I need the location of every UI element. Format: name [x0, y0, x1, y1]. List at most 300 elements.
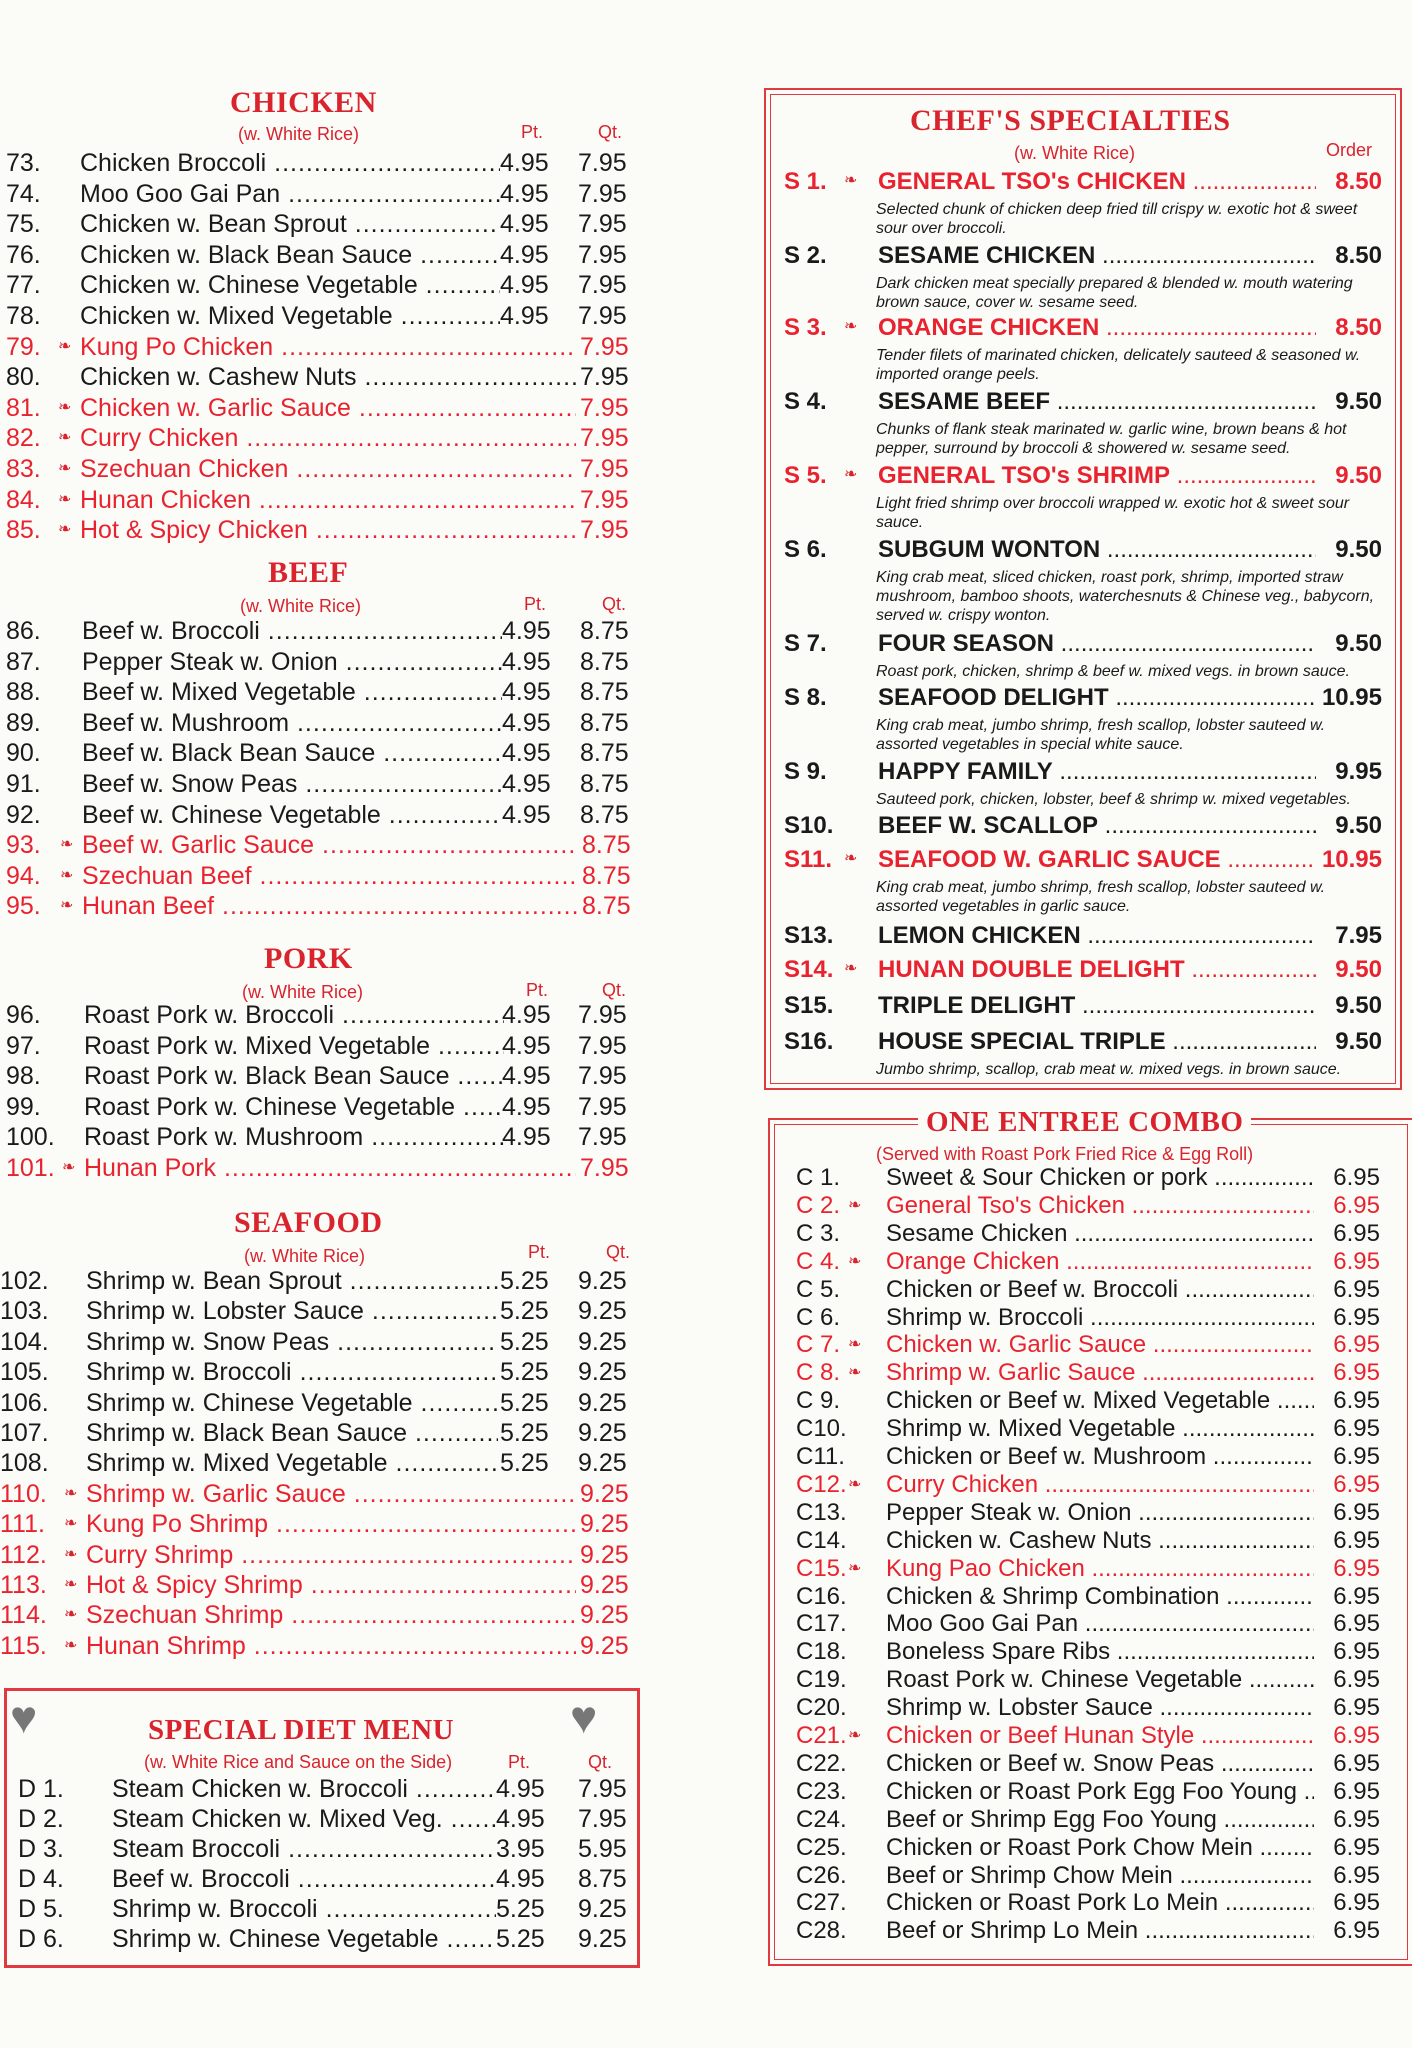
menu-item-row[interactable] [6, 861, 646, 891]
item-name: Hunan Chicken ..... [80, 485, 576, 515]
chili-pepper-icon: ❧ [58, 460, 72, 477]
item-number: 88. [6, 678, 41, 707]
menu-item-row[interactable] [6, 301, 646, 331]
item-number: 97. [6, 1031, 41, 1060]
combo-number: C 4. [796, 1247, 841, 1275]
combo-price: 6.95 [1333, 1219, 1380, 1247]
pint-price: 4.95 [500, 271, 549, 300]
menu-item-row[interactable] [0, 1631, 640, 1661]
quart-price: 8.75 [582, 892, 631, 921]
item-number: 104. [0, 1327, 49, 1356]
item-name: Shrimp w. Black Bean Sauce ..... [86, 1418, 498, 1448]
combo-number: C17. [796, 1610, 847, 1638]
specialty-name[interactable]: HAPPY FAMILY ..... [878, 758, 1316, 786]
combo-name: Shrimp w. Garlic Sauce ..... [886, 1359, 1314, 1387]
combo-item-row[interactable] [796, 1862, 1386, 1890]
quart-price: 7.95 [580, 332, 629, 361]
item-name: Moo Goo Gai Pan ..... [80, 179, 500, 209]
pint-price: 5.25 [500, 1358, 549, 1387]
pint-price: 5.25 [496, 1925, 545, 1953]
pint-price: 4.95 [502, 1031, 551, 1060]
item-number: 96. [6, 1001, 41, 1029]
combo-price: 6.95 [1333, 1164, 1380, 1191]
pint-price: 5.25 [500, 1297, 549, 1326]
quart-price: 7.95 [578, 271, 627, 300]
combo-number: C11. [796, 1443, 845, 1470]
combo-number: C27. [796, 1889, 847, 1917]
item-number: 85. [6, 516, 41, 545]
item-name: Szechuan Beef ..... [82, 861, 578, 891]
specialty-name[interactable]: SEAFOOD DELIGHT ..... [878, 684, 1316, 712]
heart-emblem-icon: ♥ [570, 1691, 598, 1743]
quart-price: 9.25 [580, 1571, 629, 1599]
pint-price: 4.95 [502, 739, 551, 768]
item-name: Beef w. Broccoli ..... [82, 616, 502, 646]
combo-item-row[interactable] [796, 1276, 1386, 1304]
specialty-number: S15. [784, 992, 834, 1019]
combo-item-row[interactable] [796, 1750, 1386, 1778]
item-number: 87. [6, 647, 41, 676]
specialty-price: 9.50 [1335, 812, 1382, 839]
specialty-name[interactable]: HOUSE SPECIAL TRIPLE ..... [878, 1028, 1316, 1056]
specialty-name[interactable]: SEAFOOD W. GARLIC SAUCE ..... [878, 846, 1316, 874]
item-name: Pepper Steak w. Onion ..... [82, 647, 502, 677]
chili-pepper-icon: ❧ [64, 1606, 78, 1624]
combo-item-row[interactable] [796, 1834, 1386, 1862]
combo-item-row[interactable] [796, 1192, 1386, 1220]
pint-price: 4.95 [502, 708, 551, 737]
combo-name: Sesame Chicken ..... [886, 1220, 1314, 1248]
combo-item-row[interactable] [796, 1889, 1386, 1917]
item-name: Roast Pork w. Chinese Vegetable ..... [84, 1092, 504, 1122]
menu-item-row[interactable] [0, 1448, 640, 1478]
chili-pepper-icon: ❧ [64, 1484, 78, 1502]
menu-item-row[interactable] [18, 1834, 658, 1864]
chili-pepper-icon: ❧ [844, 172, 858, 189]
quart-price: 8.75 [580, 617, 629, 645]
item-number: 91. [6, 770, 41, 798]
item-number: 110. [0, 1479, 47, 1508]
specialty-name[interactable]: SUBGUM WONTON ..... [878, 536, 1316, 564]
combo-price: 6.95 [1333, 1526, 1380, 1554]
combo-item-row[interactable] [796, 1583, 1386, 1611]
specialty-number: S 7. [784, 630, 827, 657]
item-number: 114. [0, 1601, 47, 1630]
specialty-name[interactable]: LEMON CHICKEN ..... [878, 922, 1316, 950]
combo-price: 6.95 [1333, 1833, 1380, 1861]
menu-item-row[interactable] [6, 1031, 646, 1061]
pint-price: 4.95 [500, 149, 549, 177]
combo-item-row[interactable] [796, 1387, 1386, 1415]
special-diet-title: SPECIAL DIET MENU [148, 1714, 455, 1746]
pint-price: 5.25 [500, 1388, 549, 1417]
chili-pepper-icon: ❧ [64, 1545, 78, 1563]
combo-number: C16. [796, 1582, 847, 1610]
combo-price: 6.95 [1333, 1722, 1380, 1749]
pint-price: 4.95 [496, 1805, 545, 1833]
menu-item-row[interactable] [18, 1864, 658, 1894]
combo-item-row[interactable] [796, 1304, 1386, 1332]
menu-item-row[interactable] [6, 423, 646, 453]
combo-number: C23. [796, 1777, 847, 1805]
item-name: Shrimp w. Snow Peas ..... [86, 1327, 498, 1357]
beef-qt-label: Qt. [602, 594, 627, 614]
quart-price: 7.95 [578, 149, 627, 177]
quart-price: 9.25 [578, 1895, 627, 1923]
menu-item-row[interactable] [18, 1804, 658, 1834]
specialty-description: Tender filets of marinated chicken, delicately sauteed & seasoned w. imported orange peels. [876, 347, 1361, 383]
menu-item-row[interactable] [6, 738, 646, 768]
item-number: 83. [6, 455, 41, 483]
item-number: 77. [6, 271, 41, 300]
item-number: 112. [0, 1540, 47, 1569]
item-name: Chicken Broccoli ..... [80, 148, 500, 178]
quart-price: 8.75 [582, 831, 631, 860]
combo-name: Sweet & Sour Chicken or pork ..... [886, 1164, 1314, 1192]
item-name: Roast Pork w. Mushroom ..... [84, 1122, 504, 1152]
chili-pepper-icon: ❧ [60, 866, 74, 884]
quart-price: 9.25 [578, 1267, 627, 1295]
item-name: Curry Shrimp ..... [86, 1540, 576, 1570]
quart-price: 9.25 [580, 1510, 629, 1539]
quart-price: 9.25 [578, 1419, 627, 1447]
menu-item-row[interactable] [6, 1153, 646, 1183]
combo-number: C20. [796, 1694, 847, 1722]
menu-item-row[interactable] [0, 1600, 640, 1630]
combo-name: Shrimp w. Broccoli ..... [886, 1304, 1314, 1332]
quart-price: 7.95 [578, 1092, 627, 1121]
quart-price: 9.25 [580, 1601, 629, 1630]
item-number: 100. [6, 1123, 55, 1152]
combo-price: 6.95 [1333, 1443, 1380, 1470]
specialty-name[interactable]: GENERAL TSO's CHICKEN ..... [878, 168, 1316, 196]
item-number: 92. [6, 800, 41, 829]
item-name: Shrimp w. Lobster Sauce ..... [86, 1296, 498, 1326]
quart-price: 8.75 [580, 800, 629, 829]
item-number: 73. [6, 149, 41, 177]
combo-name: Curry Chicken ..... [886, 1471, 1314, 1499]
combo-price: 6.95 [1333, 1777, 1380, 1805]
item-number: 113. [0, 1571, 47, 1599]
combo-item-row[interactable] [796, 1666, 1386, 1694]
menu-item-row[interactable] [6, 332, 646, 362]
quart-price: 8.75 [580, 739, 629, 768]
pint-price: 4.95 [500, 179, 549, 208]
menu-item-row[interactable] [6, 1061, 646, 1091]
item-name: Kung Po Shrimp ..... [86, 1509, 576, 1539]
item-number: 89. [6, 708, 41, 737]
quart-price: 9.25 [580, 1540, 629, 1569]
combo-item-row[interactable] [796, 1471, 1386, 1499]
item-name: Steam Broccoli ..... [112, 1834, 496, 1864]
combo-name: Chicken or Beef w. Broccoli ..... [886, 1276, 1314, 1304]
quart-price: 7.95 [580, 424, 629, 453]
item-number: 84. [6, 485, 41, 514]
combo-number: C 5. [796, 1275, 841, 1303]
menu-item-row[interactable] [18, 1924, 658, 1954]
specialty-name[interactable]: HUNAN DOUBLE DELIGHT ..... [878, 956, 1316, 984]
combo-item-row[interactable] [796, 1331, 1386, 1359]
combo-item-row[interactable] [796, 1694, 1386, 1722]
pint-price: 4.95 [502, 1001, 551, 1029]
specialty-number: S 2. [784, 242, 827, 269]
menu-item-row[interactable] [6, 677, 646, 707]
combo-price: 6.95 [1333, 1666, 1380, 1694]
quart-price: 7.95 [578, 179, 627, 208]
pork-section-title: PORK [264, 942, 353, 975]
menu-item-row[interactable] [6, 148, 646, 178]
specialty-name[interactable]: SESAME CHICKEN ..... [878, 242, 1316, 270]
specialty-name[interactable]: SESAME BEEF ..... [878, 388, 1316, 416]
menu-item-row[interactable] [0, 1327, 640, 1357]
combo-name: Shrimp w. Mixed Vegetable ..... [886, 1415, 1314, 1443]
specialty-number: S 5. [784, 462, 827, 489]
menu-item-row[interactable] [6, 1122, 646, 1152]
menu-item-row[interactable] [6, 769, 646, 799]
pint-price: 4.95 [502, 1092, 551, 1121]
combo-price: 6.95 [1333, 1805, 1380, 1833]
specialty-description: King crab meat, sliced chicken, roast pork, shrimp, imported straw mushroom, bamboo shoots, waterchesnuts & Chinese veg., babycorn, served w. crispy wonton. [876, 569, 1375, 624]
item-name: Chicken w. Bean Sprout ..... [80, 209, 500, 239]
item-number: D 3. [18, 1835, 64, 1863]
combo-item-row[interactable] [796, 1638, 1386, 1666]
item-name: Shrimp w. Mixed Vegetable ..... [86, 1448, 498, 1478]
combo-name: Beef or Shrimp Chow Mein ..... [886, 1862, 1314, 1890]
item-name: Beef w. Mixed Vegetable ..... [82, 677, 502, 707]
combo-name: Orange Chicken ..... [886, 1248, 1314, 1276]
menu-item-row[interactable] [6, 240, 646, 270]
menu-item-row[interactable] [0, 1357, 640, 1387]
quart-price: 9.25 [578, 1388, 627, 1417]
specialty-number: S 3. [784, 314, 827, 341]
chefs-subtitle: (w. White Rice) [1014, 143, 1136, 163]
menu-item-row[interactable] [6, 362, 646, 392]
seafood-subtitle: (w. White Rice) [244, 1246, 366, 1266]
quart-price: 9.25 [578, 1297, 627, 1326]
pint-price: 4.95 [500, 240, 549, 269]
item-number: 115. [0, 1631, 47, 1660]
pork-qt-label: Qt. [602, 980, 627, 1000]
combo-name: Chicken or Roast Pork Lo Mein ..... [886, 1889, 1314, 1917]
combo-number: C15. [796, 1554, 847, 1582]
combo-price: 6.95 [1333, 1638, 1380, 1666]
menu-item-row[interactable] [0, 1388, 640, 1418]
menu-item-row[interactable] [6, 708, 646, 738]
diet-pt-label: Pt. [508, 1752, 531, 1772]
item-name: Beef w. Snow Peas ..... [82, 769, 502, 799]
quart-price: 8.75 [580, 647, 629, 676]
item-number: 94. [6, 861, 41, 890]
menu-item-row[interactable] [6, 515, 646, 545]
quart-price: 7.95 [580, 363, 629, 392]
specialty-description: King crab meat, jumbo shrimp, fresh scallop, lobster sauteed w. assorted vegetables in garlic sauce. [876, 879, 1326, 915]
combo-item-row[interactable] [796, 1555, 1386, 1583]
combo-price: 6.95 [1333, 1917, 1380, 1945]
quart-price: 9.25 [578, 1449, 627, 1478]
combo-number: C14. [796, 1526, 847, 1554]
menu-item-row[interactable] [0, 1479, 640, 1509]
item-name: Curry Chicken ..... [80, 423, 576, 453]
combo-item-row[interactable] [796, 1220, 1386, 1248]
menu-item-row[interactable] [6, 1092, 646, 1122]
quart-price: 7.95 [578, 1123, 627, 1152]
combo-number: C 1. [796, 1164, 841, 1191]
specialty-price: 7.95 [1335, 922, 1382, 949]
combo-name: Beef or Shrimp Lo Mein ..... [886, 1917, 1314, 1945]
item-name: Kung Po Chicken ..... [80, 332, 576, 362]
combo-item-row[interactable] [796, 1722, 1386, 1750]
quart-price: 8.75 [578, 1865, 627, 1893]
specialty-name[interactable]: GENERAL TSO's SHRIMP ..... [878, 462, 1316, 490]
pork-subtitle: (w. White Rice) [242, 982, 364, 1002]
item-name: Beef w. Garlic Sauce ..... [82, 830, 578, 860]
menu-item-row[interactable] [6, 485, 646, 515]
quart-price: 7.95 [580, 485, 629, 514]
pint-price: 4.95 [496, 1775, 545, 1803]
specialty-number: S16. [784, 1028, 834, 1055]
combo-price: 6.95 [1333, 1303, 1380, 1331]
combo-price: 6.95 [1333, 1554, 1380, 1582]
item-name: Roast Pork w. Broccoli ..... [84, 1000, 504, 1030]
menu-item-row[interactable] [18, 1894, 658, 1924]
item-name: Chicken w. Chinese Vegetable ..... [80, 270, 500, 300]
menu-item-row[interactable] [0, 1509, 640, 1539]
specialty-description: Sauteed pork, chicken, lobster, beef & shrimp w. mixed vegetables. [876, 791, 1351, 808]
item-name: Hot & Spicy Chicken ..... [80, 515, 576, 545]
combo-number: C 6. [796, 1303, 841, 1331]
combo-subtitle: (Served with Roast Pork Fried Rice & Egg Roll) [876, 1144, 1254, 1164]
item-number: 79. [6, 332, 41, 361]
specialty-name[interactable]: BEEF W. SCALLOP ..... [878, 812, 1316, 840]
specialty-description: Jumbo shrimp, scallop, crab meat w. mixed vegs. in brown sauce. [876, 1061, 1342, 1078]
combo-number: C 8. [796, 1359, 841, 1387]
combo-item-row[interactable] [796, 1778, 1386, 1806]
quart-price: 7.95 [578, 1775, 627, 1803]
item-number: 80. [6, 363, 41, 392]
item-name: Steam Chicken w. Mixed Veg. ..... [112, 1804, 496, 1834]
combo-item-row[interactable] [796, 1415, 1386, 1443]
pint-price: 4.95 [502, 647, 551, 676]
item-number: 95. [6, 892, 41, 921]
item-name: Chicken w. Mixed Vegetable ..... [80, 301, 500, 331]
combo-item-row[interactable] [796, 1443, 1386, 1471]
menu-item-row[interactable] [6, 179, 646, 209]
menu-item-row[interactable] [0, 1570, 640, 1600]
menu-item-row[interactable] [6, 616, 646, 646]
combo-name: Chicken & Shrimp Combination ..... [886, 1583, 1314, 1611]
item-number: 107. [0, 1419, 49, 1447]
menu-item-row[interactable] [6, 647, 646, 677]
menu-item-row[interactable] [6, 1000, 646, 1030]
menu-item-row[interactable] [18, 1774, 658, 1804]
pint-price: 4.95 [502, 617, 551, 645]
combo-number: C 9. [796, 1387, 841, 1415]
item-name: Hot & Spicy Shrimp ..... [86, 1570, 576, 1600]
combo-item-row[interactable] [796, 1359, 1386, 1387]
quart-price: 8.75 [582, 861, 631, 890]
combo-number: C25. [796, 1833, 847, 1861]
combo-name: Boneless Spare Ribs ..... [886, 1638, 1314, 1666]
beef-pt-label: Pt. [524, 594, 547, 614]
item-name: Shrimp w. Broccoli ..... [86, 1357, 498, 1387]
specialty-description: Roast pork, chicken, shrimp & beef w. mixed vegs. in brown sauce. [876, 663, 1350, 680]
chili-pepper-icon: ❧ [60, 836, 74, 854]
pint-price: 3.95 [496, 1835, 545, 1863]
specialty-price: 9.50 [1335, 630, 1382, 657]
combo-item-row[interactable] [796, 1527, 1386, 1555]
item-number: 93. [6, 831, 41, 860]
item-number: 106. [0, 1388, 49, 1417]
specialty-price: 9.50 [1335, 956, 1382, 983]
specialty-price: 9.50 [1335, 388, 1382, 415]
menu-item-row[interactable] [6, 830, 646, 860]
combo-name: General Tso's Chicken ..... [886, 1192, 1314, 1220]
quart-price: 7.95 [580, 516, 629, 545]
quart-price: 8.75 [580, 678, 629, 707]
combo-name: Chicken or Roast Pork Chow Mein ..... [886, 1834, 1314, 1862]
chili-pepper-icon: ❧ [848, 1559, 862, 1577]
menu-item-row[interactable] [0, 1418, 640, 1448]
combo-item-row[interactable] [796, 1248, 1386, 1276]
specialty-name[interactable]: FOUR SEASON ..... [878, 630, 1316, 658]
menu-item-row[interactable] [0, 1540, 640, 1570]
menu-item-row[interactable] [6, 393, 646, 423]
item-number: D 4. [18, 1865, 64, 1893]
chili-pepper-icon: ❧ [848, 1475, 862, 1493]
specialty-name[interactable]: ORANGE CHICKEN ..... [878, 314, 1316, 342]
menu-item-row[interactable] [0, 1296, 640, 1326]
specialty-description: Chunks of flank steak marinated w. garlic wine, brown beans & hot pepper, surround by broccoli & showered w. sesame seed. [876, 421, 1347, 457]
diet-qt-label: Qt. [588, 1752, 613, 1772]
combo-price: 6.95 [1333, 1610, 1380, 1638]
combo-name: Chicken or Beef w. Snow Peas ..... [886, 1750, 1314, 1778]
chili-pepper-icon: ❧ [848, 1196, 862, 1214]
combo-item-row[interactable] [796, 1806, 1386, 1834]
item-name: Chicken w. Black Bean Sauce ..... [80, 240, 500, 270]
pint-price: 5.25 [500, 1327, 549, 1356]
item-number: 98. [6, 1062, 41, 1091]
menu-item-row[interactable] [6, 891, 646, 921]
quart-price: 9.25 [578, 1358, 627, 1387]
chicken-qt-label: Qt. [598, 122, 623, 142]
chicken-pt-label: Pt. [521, 122, 544, 142]
menu-item-row[interactable] [6, 209, 646, 239]
quart-price: 7.95 [580, 455, 629, 483]
specialty-name[interactable]: TRIPLE DELIGHT ..... [878, 992, 1316, 1020]
pork-pt-label: Pt. [526, 980, 549, 1000]
combo-item-row[interactable] [796, 1164, 1386, 1192]
combo-item-row[interactable] [796, 1610, 1386, 1638]
combo-item-row[interactable] [796, 1499, 1386, 1527]
item-number: 86. [6, 617, 41, 645]
chili-pepper-icon: ❧ [58, 429, 72, 447]
combo-number: C19. [796, 1666, 847, 1694]
menu-item-row[interactable] [6, 800, 646, 830]
quart-price: 7.95 [578, 1805, 627, 1833]
menu-item-row[interactable] [6, 270, 646, 300]
quart-price: 9.25 [578, 1925, 627, 1953]
combo-number: C21. [796, 1722, 847, 1749]
menu-item-row[interactable] [6, 454, 646, 484]
heart-emblem-icon: ♥ [10, 1691, 38, 1743]
quart-price: 9.25 [580, 1631, 629, 1660]
beef-section-title: BEEF [268, 556, 349, 589]
item-number: 90. [6, 739, 41, 768]
menu-item-row[interactable] [0, 1266, 640, 1296]
pint-price: 4.95 [502, 678, 551, 707]
combo-item-row[interactable] [796, 1917, 1386, 1945]
specialty-price: 9.50 [1335, 536, 1382, 563]
